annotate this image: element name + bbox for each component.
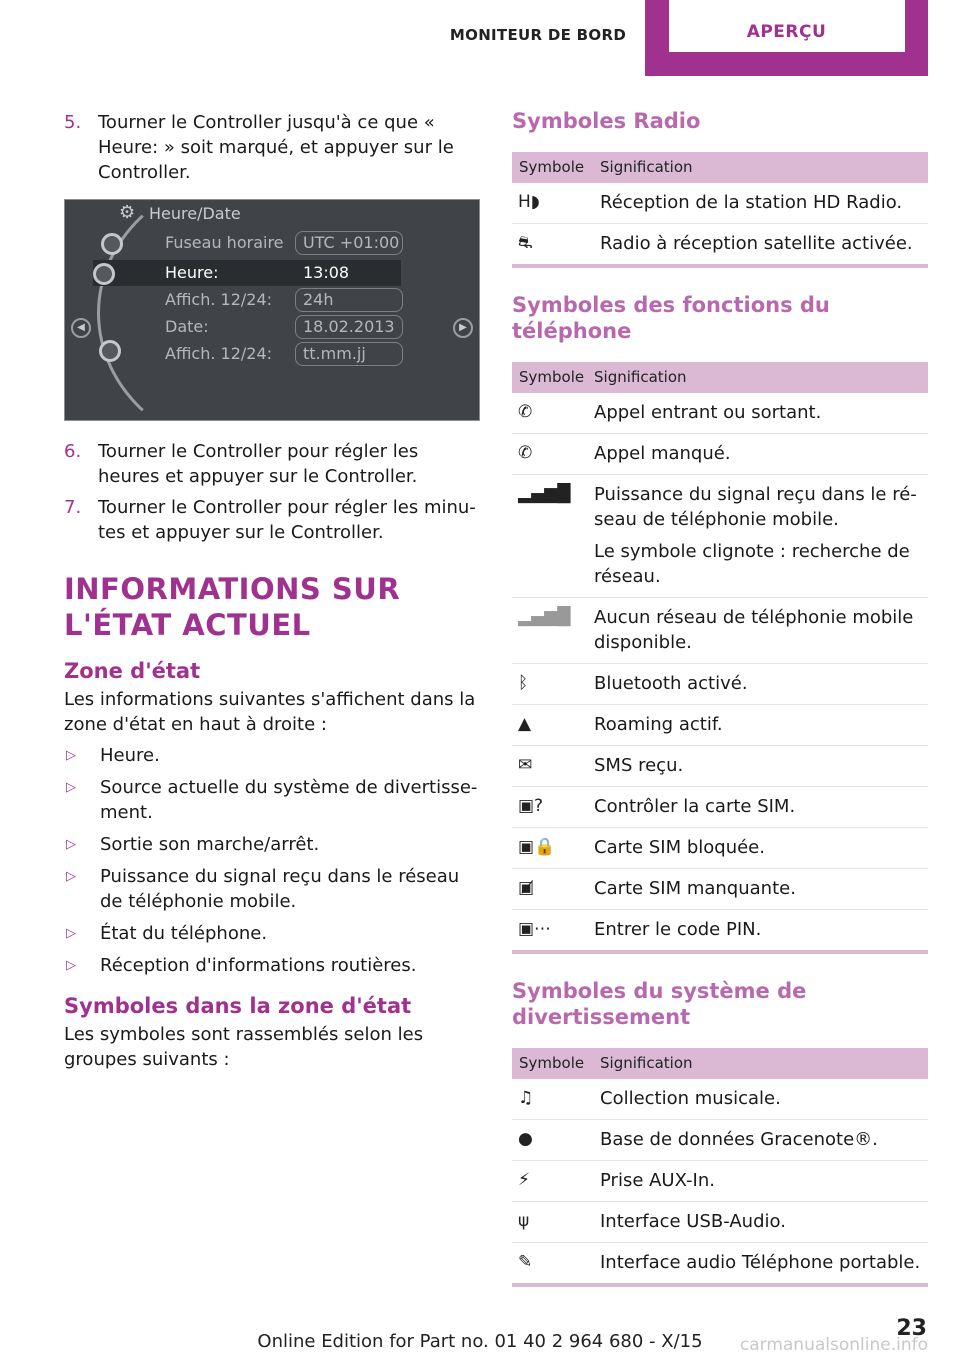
row-meaning [600,1086,781,1111]
row-meaning [594,917,761,942]
screen-value-box [295,342,403,366]
triangle-bullet-icon: ▷ [66,958,76,973]
zone-title: Zone d'état [64,659,201,683]
table-header-symbol: Symbole [519,368,585,386]
arrow-left-icon: ◀ [71,318,91,338]
screen-row-value: 13:08 [303,263,350,282]
table-header [512,362,928,393]
step-item [64,439,482,489]
row-meaning [594,400,821,425]
row-meaning-text: Appel entrant ou sortant. [594,402,822,423]
table-row [512,869,928,910]
list-item-text: Puissance du signal reçu dans le réseau de téléphonie mobile. [100,866,460,912]
screen-value-box [295,315,403,339]
sim-missing-icon: ▣̸ [518,878,535,898]
triangle-bullet-icon: ▷ [66,780,76,795]
usb-icon: ψ [518,1211,530,1231]
step-item [64,495,482,545]
row-meaning-text: SMS reçu. [594,755,684,776]
knob-icon [99,340,121,362]
row-meaning-text: Aucun réseau de téléphonie mobile disponible. [594,607,914,653]
header-section: MONITEUR DE BORD [449,26,627,44]
row-meaning [594,753,683,778]
row-meaning-text: Collection musicale. [600,1088,781,1109]
table-title: Symboles Radio [512,109,701,133]
step-text: Tourner le Controller pour régler les heures et appuyer sur le Controller. [98,441,419,487]
phone-call-icon: ✆ [518,402,533,422]
controller-screen [64,199,480,421]
footer-edition: Online Edition for Part no. 01 40 2 964 680 - X/15 [257,1331,703,1352]
list-item [64,864,482,914]
gear-icon: ⚙ [119,202,136,223]
row-meaning-text: Le symbole clignote : recherche de réseau. [594,541,910,587]
header-tab-label: APERÇU [746,22,827,42]
screen-row-label: Heure: [165,263,219,282]
steps-top [64,110,482,185]
watermark: carmanualsonline.info [739,1335,928,1355]
table-row [512,1120,928,1161]
row-meaning-text: Carte SIM bloquée. [594,837,765,858]
step-number: 5. [64,112,82,133]
triangle-bullet-icon: ▷ [66,748,76,763]
row-meaning [594,794,795,819]
row-meaning-text: Carte SIM manquante. [594,878,796,899]
screen-row-value: 24h [303,290,334,309]
step-item [64,110,482,185]
missed-call-icon: ✆ [518,443,533,463]
screen-row-label: Affich. 12/24: [165,290,273,309]
left-column [64,110,482,1072]
sim-locked-icon: ▣🔒 [518,837,556,857]
page-number: 23 [896,1316,927,1341]
screen-value-box [295,288,403,312]
screen-row-value: 18.02.2013 [303,317,395,336]
section-title: INFORMATIONS SUR L'ÉTAT ACTUEL [64,572,401,642]
table-row [512,1079,928,1120]
row-meaning-text: Radio à réception satellite activée. [600,233,913,254]
table-row [512,224,928,264]
table-header-meaning: Signification [600,158,693,176]
table-row [512,664,928,705]
screen-title: Heure/Date [149,204,241,223]
table-header-symbol: Symbole [519,1054,585,1072]
triangle-bullet-icon: ▷ [66,837,76,852]
row-meaning [600,231,913,256]
table-row [512,828,928,869]
triangle-bullet-icon: ▷ [66,926,76,941]
table-row [512,475,928,598]
list-item-text: Sortie son marche/arrêt. [100,834,320,855]
row-meaning [600,1209,786,1234]
table-row [512,746,928,787]
table-row [512,787,928,828]
table-row [512,183,928,224]
screen-row-value: UTC +01:00 [303,233,400,252]
list-item [64,775,482,825]
sim-check-icon: ▣? [518,796,544,816]
row-meaning [600,1168,715,1193]
list-item-text: État du téléphone. [100,923,268,944]
satellite-icon: ⛐ [518,233,533,253]
screen-row-value: tt.mm.jj [303,344,366,363]
pin-entry-icon: ▣⋯ [518,919,552,939]
list-item [64,953,482,978]
right-column [512,108,928,1311]
table-title: Symboles du système de divertissement [512,979,807,1029]
table-row [512,1161,928,1202]
table-row [512,393,928,434]
knob-icon [101,233,123,255]
row-meaning-text: Roaming actif. [594,714,723,735]
step-text: Tourner le Controller pour régler les minu‐tes et appuyer sur le Controller. [98,497,476,543]
table-row [512,910,928,950]
table-header-symbol: Symbole [519,158,585,176]
zone-list [64,743,482,978]
list-item [64,832,482,857]
symbols-zone-title: Symboles dans la zone d'état [64,994,412,1018]
zone-intro: Les informations suivantes s'affichent dans la zone d'état en haut à droite : [64,689,476,735]
aux-in-icon: ⚡ [518,1170,530,1190]
symbol-table [512,1048,928,1287]
row-meaning-text: Appel manqué. [594,443,731,464]
row-meaning-text: Interface audio Téléphone portable. [600,1252,921,1273]
list-item [64,743,482,768]
no-network-icon: ▂▄▆█ [518,607,571,627]
table-row [512,1202,928,1243]
row-meaning-text: Prise AUX-In. [600,1170,715,1191]
list-item-text: Réception d'informations routières. [100,955,417,976]
row-meaning-text: Réception de la station HD Radio. [600,192,903,213]
list-item-text: Heure. [100,745,160,766]
screen-value-box [295,231,403,255]
row-meaning [600,1250,920,1275]
triangle-bullet-icon: ▷ [66,869,76,884]
row-meaning-text: Contrôler la carte SIM. [594,796,796,817]
list-item [64,921,482,946]
knob-icon [93,263,115,285]
list-item-text: Source actuelle du système de divertisse‐ment. [100,777,478,823]
row-meaning-text: Bluetooth activé. [594,673,748,694]
table-header [512,1048,928,1079]
screen-row-label: Fuseau horaire [165,233,284,252]
table-header [512,152,928,183]
row-meaning [594,876,796,901]
symbols-zone-text: Les symboles sont rassemblés selon les groupes suivants : [64,1024,424,1070]
screen-row-label: Affich. 12/24: [165,344,273,363]
step-number: 7. [64,497,82,518]
sms-icon: ✉ [518,755,533,775]
table-row [512,598,928,664]
step-number: 6. [64,441,82,462]
phone-audio-icon: ✎ [518,1252,533,1272]
row-meaning-text: Interface USB-Audio. [600,1211,786,1232]
table-row [512,705,928,746]
hd-radio-icon: H◗ [518,192,540,212]
row-meaning [594,605,928,655]
row-meaning-text: Entrer le code PIN. [594,919,762,940]
row-meaning [600,190,902,215]
row-meaning [594,671,748,696]
table-header-meaning: Signification [594,368,687,386]
roaming-icon: ▲ [518,714,532,734]
bluetooth-icon: ᛒ [518,673,529,693]
table-row [512,1243,928,1283]
header-tab[interactable] [645,0,928,76]
steps-bottom [64,439,482,545]
row-meaning-text: Puissance du signal reçu dans le ré‐seau de téléphonie mobile. [594,484,917,530]
table-title: Symboles des fonctions du téléphone [512,293,830,343]
symbol-table [512,362,928,954]
step-text: Tourner le Controller jusqu'à ce que « Heure: » soit marqué, et appuyer sur le Controller. [98,112,454,183]
row-meaning [594,441,731,466]
row-meaning-text: Base de données Gracenote®. [600,1129,878,1150]
arrow-right-icon: ▶ [453,318,473,338]
row-meaning [594,712,723,737]
music-collection-icon: ♫ [518,1088,534,1108]
table-row [512,434,928,475]
row-meaning [600,1127,878,1152]
screen-row [165,260,405,286]
symbol-table [512,152,928,268]
screen-row-label: Date: [165,317,209,336]
row-meaning [594,482,928,589]
table-header-meaning: Signification [600,1054,693,1072]
row-meaning [594,835,765,860]
signal-strength-icon: ▂▄▆█ [518,484,571,504]
gracenote-icon: ● [518,1129,533,1149]
